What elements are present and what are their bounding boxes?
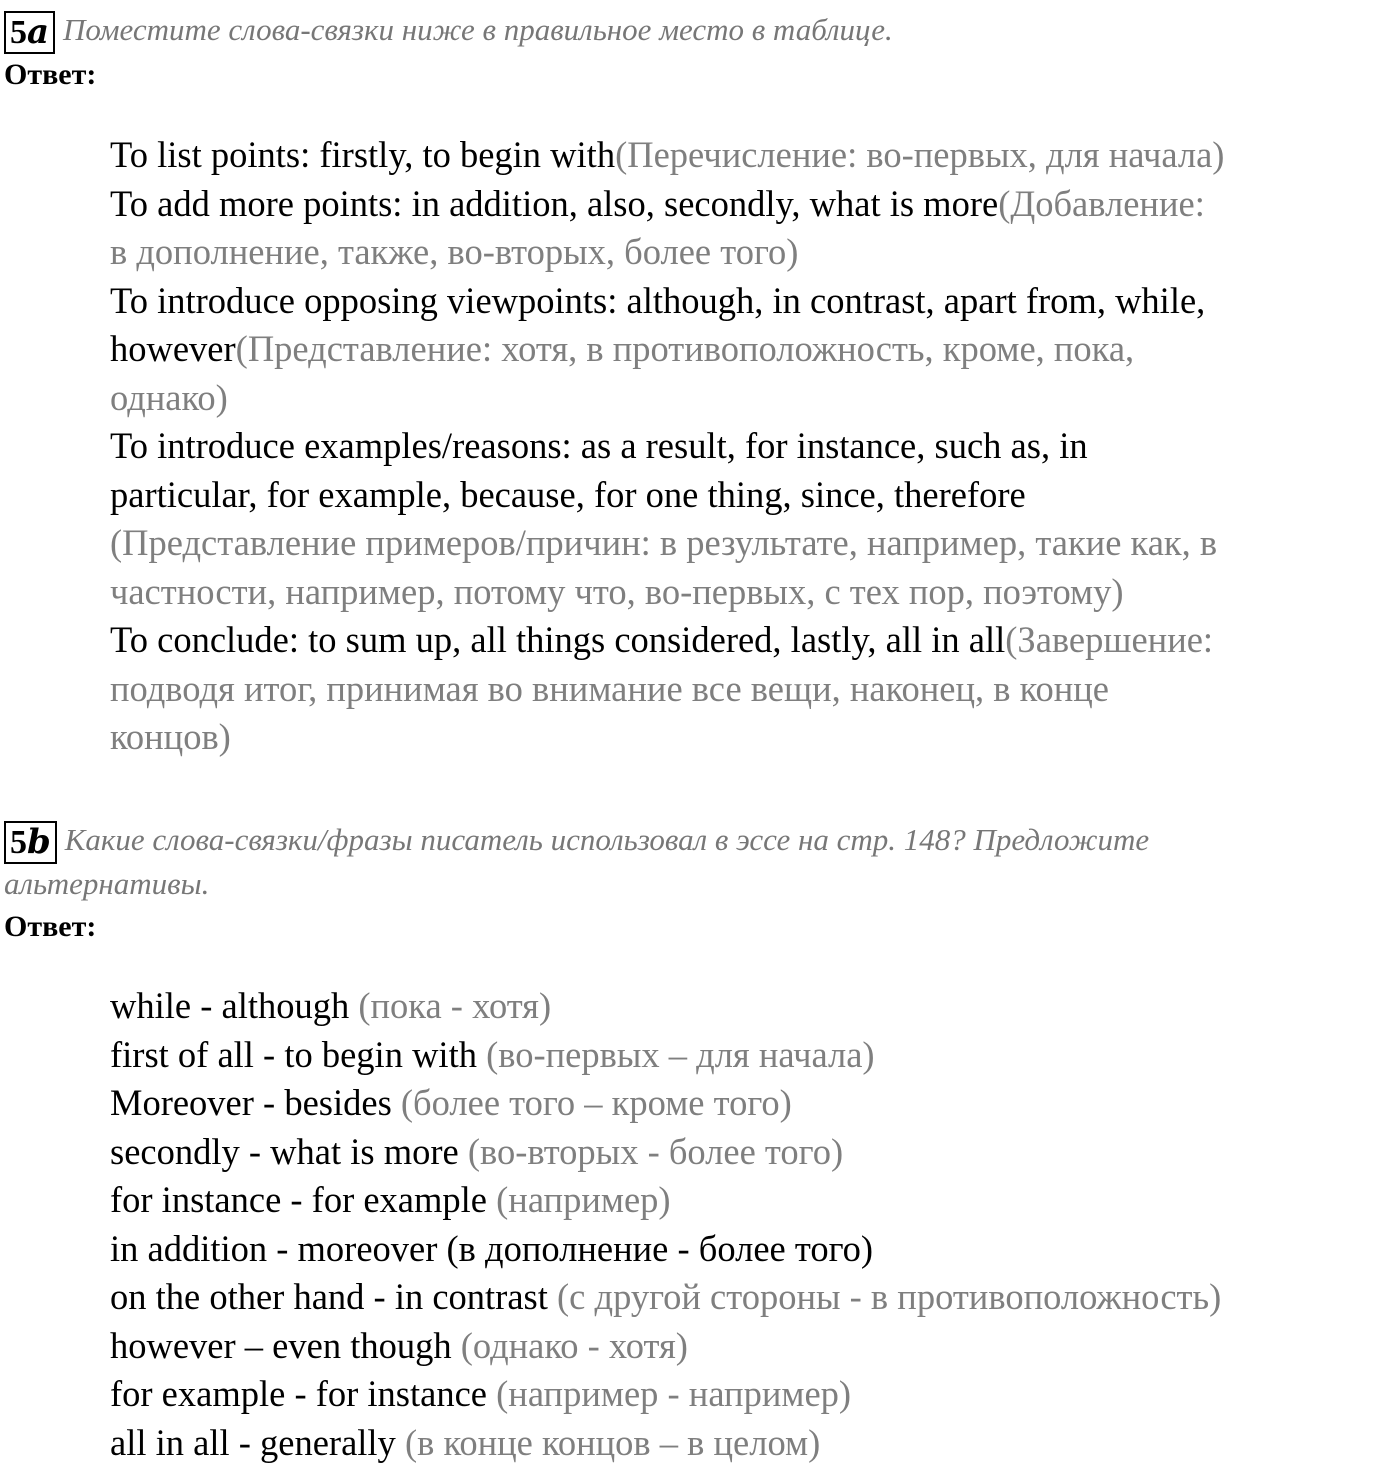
english-text: To conclude: to sum up, all things considered, lastly, all in all (110, 619, 1006, 660)
english-text: To introduce examples/reasons: as a result, for instance, such as, in (110, 425, 1088, 466)
english-text: all in all - generally (110, 1421, 405, 1463)
russian-translation: (Представление: хотя, в противоположность, кроме, пока, (235, 328, 1135, 369)
task-instruction-continued: альтернативы. (4, 866, 210, 901)
english-text: for instance - for example (110, 1179, 497, 1220)
russian-translation: (в конце концов – в целом) (404, 1421, 821, 1463)
russian-translation: (Представление примеров/причин: в результате, например, такие как, в (110, 522, 1218, 563)
task-5b-heading (4, 818, 1149, 864)
russian-translation: (однако - хотя) (460, 1324, 688, 1366)
english-text: on the other hand - in contrast (110, 1276, 558, 1317)
english-text: To introduce opposing viewpoints: although, in contrast, apart from, while, (110, 279, 1206, 321)
english-text: Moreover - besides (110, 1082, 401, 1123)
answer-line (110, 982, 1400, 1031)
task-5a-heading (4, 8, 893, 54)
russian-translation: (например) (496, 1179, 671, 1220)
russian-translation: (например - например) (496, 1373, 852, 1414)
russian-translation: (во-первых – для начала) (486, 1033, 875, 1075)
russian-translation: в дополнение, также, во-вторых, более того) (110, 231, 799, 272)
russian-translation: подводя итог, принимая во внимание все вещи, наконец, в конце (110, 667, 1110, 709)
task-number-box: 5a (4, 11, 55, 54)
answer-line (110, 1079, 1400, 1128)
russian-translation: (Завершение: (1005, 619, 1214, 660)
russian-translation: (более того – кроме того) (400, 1082, 792, 1123)
english-text: in addition - moreover (в дополнение - более того) (110, 1227, 874, 1269)
russian-translation: однако) (110, 376, 228, 418)
russian-translation: (Добавление: (998, 182, 1205, 224)
answer-line (110, 616, 1400, 665)
answer-line (110, 1273, 1400, 1322)
answer-line (110, 228, 1400, 277)
english-text: while - although (110, 985, 359, 1026)
english-text: however – even though (110, 1324, 461, 1366)
task-number-box: 5b (4, 821, 57, 864)
answer-5a-text (110, 131, 1400, 762)
answer-5b-text (110, 982, 1400, 1467)
answer-line (110, 1225, 1400, 1274)
answer-line (110, 568, 1400, 617)
russian-translation: (Перечисление: во-первых, для начала) (615, 134, 1225, 175)
answer-line (110, 1176, 1400, 1225)
english-text: To list points: firstly, to begin with (110, 134, 616, 175)
answer-line (110, 325, 1400, 374)
answer-line (110, 1128, 1400, 1177)
english-text: first of all - to begin with (110, 1033, 487, 1075)
answer-line (110, 665, 1400, 714)
answer-line (110, 422, 1400, 471)
answer-label: Ответ: (4, 58, 97, 91)
answer-line (110, 277, 1400, 326)
answer-line (110, 519, 1400, 568)
russian-translation: частности, например, потому что, во-первых, с тех пор, поэтому) (110, 570, 1124, 612)
answer-line (110, 1031, 1400, 1080)
russian-translation: (с другой стороны - в противоположность) (557, 1276, 1222, 1317)
answer-line (110, 1419, 1400, 1467)
english-text: however (110, 328, 236, 369)
answer-label: Ответ: (4, 910, 97, 943)
answer-line (110, 374, 1400, 423)
answer-line (110, 180, 1400, 229)
answer-line (110, 471, 1400, 520)
english-text: secondly - what is more (110, 1130, 468, 1172)
task-instruction: Поместите слова-связки ниже в правильное место в таблице. (63, 12, 893, 47)
russian-translation: (пока - хотя) (358, 985, 552, 1026)
answer-line (110, 131, 1400, 180)
answer-line (110, 1322, 1400, 1371)
english-text: particular, for example, because, for one thing, since, therefore (110, 473, 1026, 515)
english-text: for example - for instance (110, 1373, 497, 1414)
russian-translation: (во-вторых - более того) (467, 1130, 844, 1172)
task-instruction: Какие слова-связки/фразы писатель использовал в эссе на стр. 148? Предложите (64, 822, 1150, 857)
english-text: To add more points: in addition, also, secondly, what is more (110, 182, 999, 224)
russian-translation: концов) (110, 716, 231, 757)
answer-line (110, 713, 1400, 762)
answer-line (110, 1370, 1400, 1419)
